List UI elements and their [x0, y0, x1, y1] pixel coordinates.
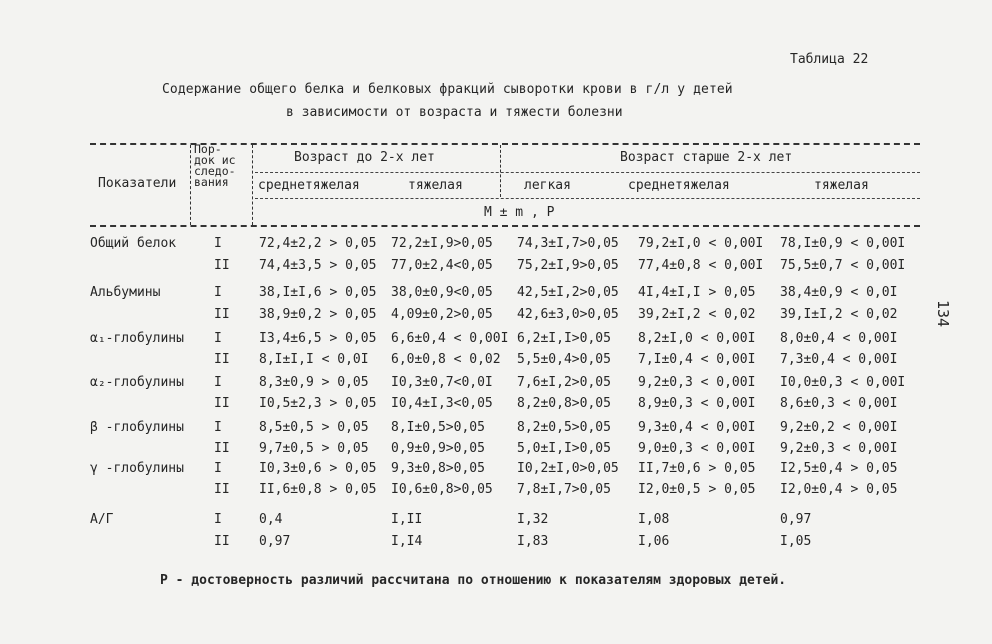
table-cell: 42,6±3,0>0,05	[517, 307, 619, 322]
table-cell: I0,3±0,6 > 0,05	[259, 461, 377, 476]
table-cell: 38,0±0,9<0,05	[391, 285, 493, 300]
table-cell: I2,5±0,4 > 0,05	[780, 461, 898, 476]
table-cell: 39,I±I,2 < 0,02	[780, 307, 898, 322]
page-number: 134	[934, 300, 952, 328]
table-cell: 42,5±I,2>0,05	[517, 285, 619, 300]
table-cell: 8,I±0,5>0,05	[391, 420, 485, 435]
table-cell: 38,9±0,2 > 0,05	[259, 307, 377, 322]
table-cell: I,32	[517, 512, 549, 527]
table-cell: I0,0±0,3 < 0,00I	[780, 375, 906, 390]
table-number: Таблица 22	[790, 52, 869, 67]
row-order: I	[214, 331, 222, 346]
table-cell: 8,0±0,4 < 0,00I	[780, 331, 898, 346]
row-order: II	[214, 441, 230, 456]
col-sep-3	[500, 145, 501, 197]
footnote: Р - достоверность различий рассчитана по отношению к показателям здоровых детей.	[160, 573, 787, 588]
table-cell: 0,4	[259, 512, 283, 527]
row-label: α₁-глобулины	[90, 331, 184, 346]
table-cell: 8,2±I,0 < 0,00I	[638, 331, 756, 346]
header-age-under2: Возраст до 2-х лет	[294, 150, 435, 165]
table-cell: 5,0±I,I>0,05	[517, 441, 611, 456]
table-cell: 75,5±0,7 < 0,00I	[780, 258, 906, 273]
table-cell: I0,2±I,0>0,05	[517, 461, 619, 476]
table-cell: 0,97	[259, 534, 291, 549]
table-cell: I,05	[780, 534, 812, 549]
table-cell: 7,I±0,4 < 0,00I	[638, 352, 756, 367]
header-sub-moderate-2: среднетяжелая	[628, 178, 730, 193]
table-cell: 0,97	[780, 512, 812, 527]
header-sub-severe-2: тяжелая	[814, 178, 869, 193]
row-order: II	[214, 482, 230, 497]
table-cell: I,I4	[391, 534, 423, 549]
table-cell: 4,09±0,2>0,05	[391, 307, 493, 322]
table-cell: 9,3±0,8>0,05	[391, 461, 485, 476]
table-cell: 79,2±I,0 < 0,00I	[638, 236, 764, 251]
row-order: I	[214, 236, 222, 251]
table-cell: I2,0±0,5 > 0,05	[638, 482, 756, 497]
row-label: γ -глобулины	[90, 461, 184, 476]
row-order: I	[214, 285, 222, 300]
caption-line-2: в зависимости от возраста и тяжести болезни	[286, 105, 623, 120]
table-cell: 9,0±0,3 < 0,00I	[638, 441, 756, 456]
header-mid-rule	[255, 172, 920, 173]
table-cell: 4I,4±I,I > 0,05	[638, 285, 756, 300]
row-order: I	[214, 512, 222, 527]
header-bottom-rule	[90, 225, 920, 227]
table-cell: 8,3±0,9 > 0,05	[259, 375, 369, 390]
table-cell: 6,6±0,4 < 0,00I	[391, 331, 509, 346]
table-cell: 8,2±0,5>0,05	[517, 420, 611, 435]
table-cell: 9,2±0,3 < 0,00I	[638, 375, 756, 390]
table-cell: I,83	[517, 534, 549, 549]
row-order: I	[214, 375, 222, 390]
table-cell: 7,8±I,7>0,05	[517, 482, 611, 497]
table-cell: 74,4±3,5 > 0,05	[259, 258, 377, 273]
table-cell: 5,5±0,4>0,05	[517, 352, 611, 367]
table-cell: I,08	[638, 512, 670, 527]
header-age-over2: Возраст старше 2-х лет	[620, 150, 793, 165]
row-order: II	[214, 258, 230, 273]
table-cell: 77,4±0,8 < 0,00I	[638, 258, 764, 273]
table-cell: I,06	[638, 534, 670, 549]
table-cell: 8,2±0,8>0,05	[517, 396, 611, 411]
row-order: II	[214, 307, 230, 322]
table-cell: 75,2±I,9>0,05	[517, 258, 619, 273]
table-cell: I,II	[391, 512, 423, 527]
table-cell: I0,6±0,8>0,05	[391, 482, 493, 497]
table-cell: 72,2±I,9>0,05	[391, 236, 493, 251]
table-cell: I0,3±0,7<0,0I	[391, 375, 493, 390]
caption-line-1: Содержание общего белка и белковых фракций сыворотки крови в г/л у детей	[162, 82, 733, 97]
table-cell: 38,4±0,9 < 0,0I	[780, 285, 898, 300]
table-cell: 7,6±I,2>0,05	[517, 375, 611, 390]
table-cell: 6,2±I,I>0,05	[517, 331, 611, 346]
table-cell: I0,4±I,3<0,05	[391, 396, 493, 411]
header-sub-severe-1: тяжелая	[408, 178, 463, 193]
row-label: Общий белок	[90, 236, 177, 251]
row-label: А/Г	[90, 512, 114, 527]
header-order: Пор- док ис следо- вания	[194, 142, 236, 189]
table-cell: 9,2±0,2 < 0,00I	[780, 420, 898, 435]
table-cell: I2,0±0,4 > 0,05	[780, 482, 898, 497]
header-sub-mild: легкая	[524, 178, 571, 193]
table-cell: I3,4±6,5 > 0,05	[259, 331, 377, 346]
header-stat: М ± m , P	[484, 205, 555, 220]
row-order: I	[214, 420, 222, 435]
table-cell: 9,2±0,3 < 0,00I	[780, 441, 898, 456]
table-cell: 77,0±2,4<0,05	[391, 258, 493, 273]
header-sub-rule	[255, 198, 920, 199]
table-cell: 8,I±I,I < 0,0I	[259, 352, 369, 367]
row-order: II	[214, 396, 230, 411]
table-cell: 7,3±0,4 < 0,00I	[780, 352, 898, 367]
table-cell: 39,2±I,2 < 0,02	[638, 307, 756, 322]
table-cell: 8,9±0,3 < 0,00I	[638, 396, 756, 411]
table-cell: 9,3±0,4 < 0,00I	[638, 420, 756, 435]
table-cell: 6,0±0,8 < 0,02	[391, 352, 501, 367]
row-order: II	[214, 352, 230, 367]
header-sub-moderate-1: среднетяжелая	[258, 178, 360, 193]
table-cell: 0,9±0,9>0,05	[391, 441, 485, 456]
row-order: I	[214, 461, 222, 476]
col-sep-1	[190, 145, 191, 225]
table-cell: II,6±0,8 > 0,05	[259, 482, 377, 497]
row-label: β -глобулины	[90, 420, 184, 435]
table-cell: I0,5±2,3 > 0,05	[259, 396, 377, 411]
row-label: α₂-глобулины	[90, 375, 184, 390]
header-indicators: Показатели	[98, 176, 177, 191]
table-cell: 8,5±0,5 > 0,05	[259, 420, 369, 435]
table-cell: 8,6±0,3 < 0,00I	[780, 396, 898, 411]
table-cell: 72,4±2,2 > 0,05	[259, 236, 377, 251]
row-label: Альбумины	[90, 285, 161, 300]
table-cell: 78,I±0,9 < 0,00I	[780, 236, 906, 251]
table-cell: 9,7±0,5 > 0,05	[259, 441, 369, 456]
table-cell: II,7±0,6 > 0,05	[638, 461, 756, 476]
table-cell: 38,I±I,6 > 0,05	[259, 285, 377, 300]
row-order: II	[214, 534, 230, 549]
col-sep-2	[252, 145, 253, 225]
table-cell: 74,3±I,7>0,05	[517, 236, 619, 251]
